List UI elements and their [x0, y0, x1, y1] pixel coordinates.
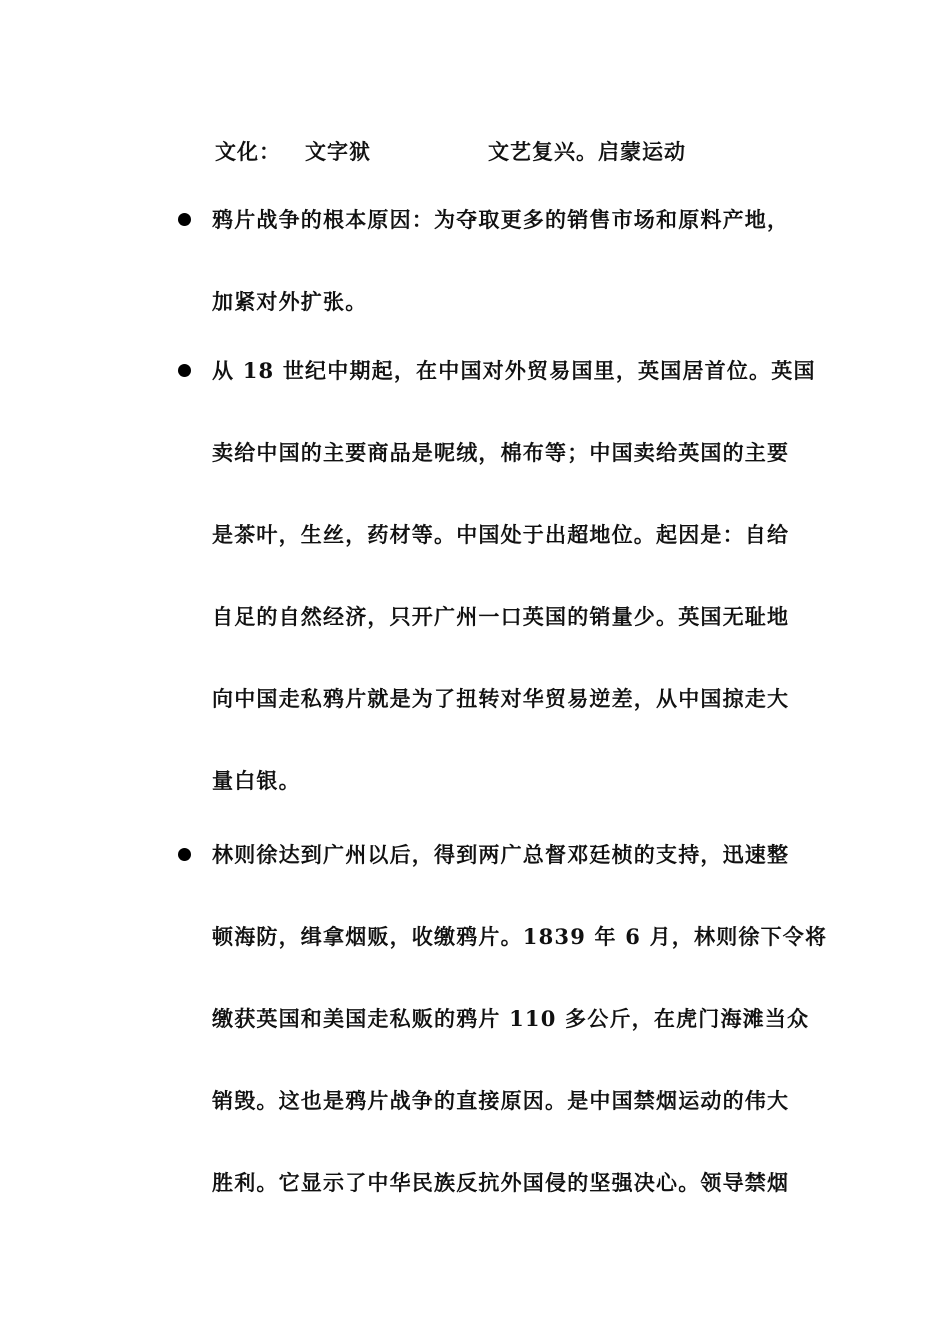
paragraph-line: 加紧对外扩张。 [212, 289, 368, 314]
culture-west-item: 文艺复兴。启蒙运动 [488, 139, 686, 164]
culture-label: 文化： [215, 139, 281, 164]
bullet-paragraph [212, 840, 828, 1250]
paragraph-line: 销毁。这也是鸦片战争的直接原因。是中国禁烟运动的伟大 [212, 1088, 790, 1113]
bullet-icon [178, 364, 191, 377]
paragraph-line: 鸦片战争的根本原因：为夺取更多的销售市场和原料产地， [212, 207, 790, 232]
bullet-paragraph [212, 356, 816, 848]
paragraph-line: 从 18 世纪中期起，在中国对外贸易国里，英国居首位。英国 [212, 358, 816, 383]
paragraph-line: 自足的自然经济，只开广州一口英国的销量少。英国无耻地 [212, 604, 790, 629]
paragraph-line: 顿海防，缉拿烟贩，收缴鸦片。1839 年 6 月，林则徐下令将 [212, 924, 828, 949]
bullet-icon [178, 848, 191, 861]
paragraph-line: 是茶叶，生丝，药材等。中国处于出超地位。起因是：自给 [212, 522, 790, 547]
culture-china-item: 文字狱 [305, 139, 371, 164]
paragraph-line: 缴获英国和美国走私贩的鸦片 110 多公斤，在虎门海滩当众 [212, 1006, 810, 1031]
paragraph-line: 卖给中国的主要商品是呢绒，棉布等；中国卖给英国的主要 [212, 440, 790, 465]
bullet-paragraph [212, 205, 802, 369]
paragraph-line: 林则徐达到广州以后，得到两广总督邓廷桢的支持，迅速整 [212, 842, 790, 867]
paragraph-line: 胜利。它显示了中华民族反抗外国侵的坚强决心。领导禁烟 [212, 1170, 790, 1195]
bullet-icon [178, 213, 191, 226]
paragraph-line: 向中国走私鸦片就是为了扭转对华贸易逆差，从中国掠走大 [212, 686, 790, 711]
paragraph-line: 量白银。 [212, 768, 301, 793]
